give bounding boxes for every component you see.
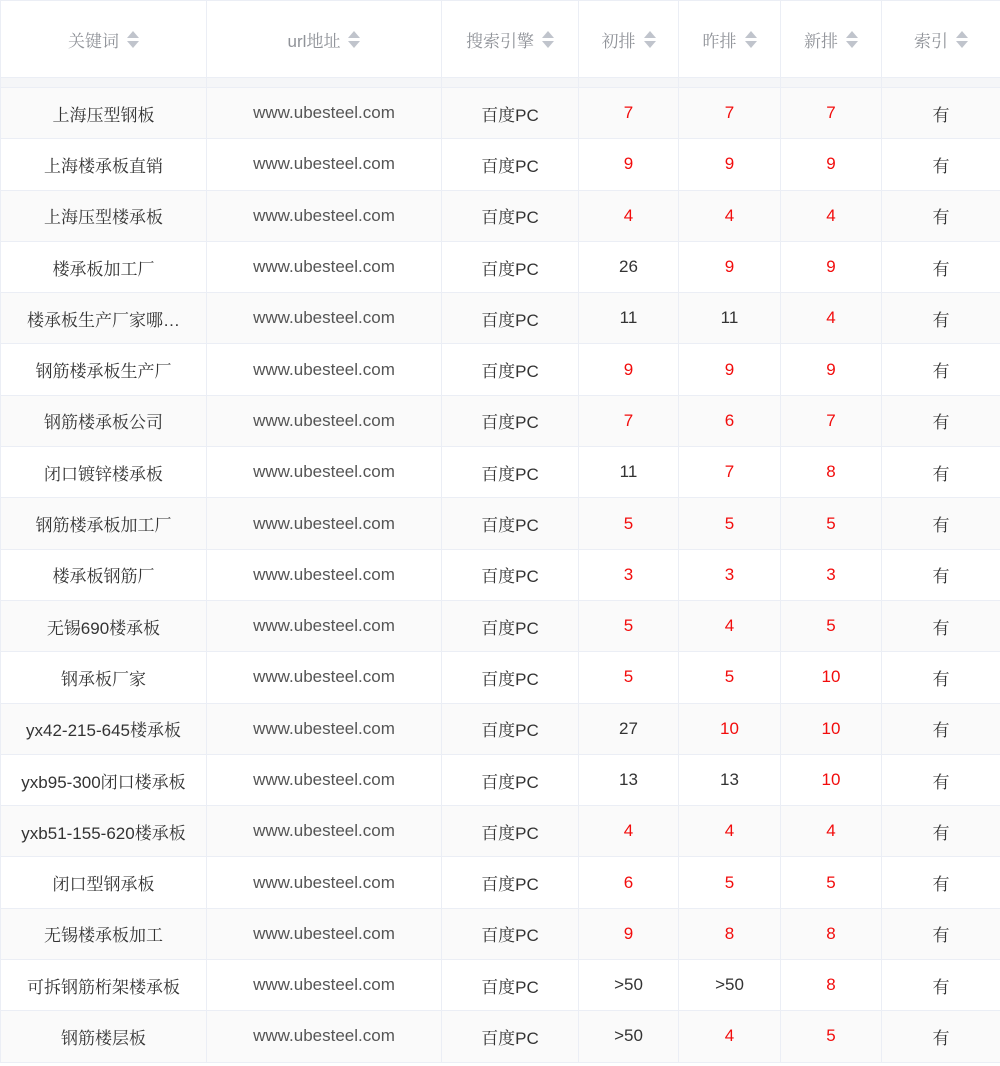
cell-yesterday-rank: 5	[679, 857, 781, 908]
cell-engine: 百度PC	[442, 549, 579, 600]
cell-keyword: 无锡690楼承板	[1, 600, 207, 651]
cell-initial-rank: 11	[579, 293, 679, 344]
sort-icon[interactable]	[745, 31, 757, 48]
cell-url: www.ubesteel.com	[207, 600, 442, 651]
cell-engine: 百度PC	[442, 498, 579, 549]
cell-yesterday-rank: 3	[679, 549, 781, 600]
cell-new-rank: 5	[781, 857, 882, 908]
cell-index: 有	[882, 293, 1000, 344]
cell-url: www.ubesteel.com	[207, 139, 442, 190]
cell-new-rank: 8	[781, 908, 882, 959]
table-row[interactable]	[1, 754, 1000, 805]
cell-index: 有	[882, 703, 1000, 754]
cell-new-rank: 4	[781, 293, 882, 344]
cell-url: www.ubesteel.com	[207, 190, 442, 241]
cell-initial-rank: >50	[579, 1011, 679, 1062]
cell-new-rank: 10	[781, 652, 882, 703]
cell-engine: 百度PC	[442, 754, 579, 805]
table-row[interactable]	[1, 600, 1000, 651]
table-row[interactable]	[1, 293, 1000, 344]
cell-keyword: 钢筋楼承板生产厂	[1, 344, 207, 395]
cell-initial-rank: 5	[579, 498, 679, 549]
cell-index: 有	[882, 1011, 1000, 1062]
table-row[interactable]	[1, 498, 1000, 549]
cell-url: www.ubesteel.com	[207, 857, 442, 908]
column-header-engine[interactable]	[442, 1, 579, 78]
cell-keyword: yxb95-300闭口楼承板	[1, 754, 207, 805]
cell-index: 有	[882, 600, 1000, 651]
cell-engine: 百度PC	[442, 960, 579, 1011]
cell-index: 有	[882, 549, 1000, 600]
cell-index: 有	[882, 806, 1000, 857]
cell-engine: 百度PC	[442, 293, 579, 344]
cell-engine: 百度PC	[442, 857, 579, 908]
cell-engine: 百度PC	[442, 88, 579, 139]
cell-initial-rank: 7	[579, 395, 679, 446]
table-row[interactable]	[1, 908, 1000, 959]
cell-keyword: 楼承板加工厂	[1, 241, 207, 292]
cell-index: 有	[882, 88, 1000, 139]
sort-icon[interactable]	[846, 31, 858, 48]
table-row[interactable]	[1, 241, 1000, 292]
cell-initial-rank: 4	[579, 190, 679, 241]
cell-url: www.ubesteel.com	[207, 908, 442, 959]
cell-index: 有	[882, 395, 1000, 446]
table-row[interactable]	[1, 1011, 1000, 1062]
cell-engine: 百度PC	[442, 600, 579, 651]
table-row[interactable]	[1, 447, 1000, 498]
table-row[interactable]	[1, 139, 1000, 190]
cell-keyword: 无锡楼承板加工	[1, 908, 207, 959]
cell-keyword: 钢承板厂家	[1, 652, 207, 703]
cell-engine: 百度PC	[442, 395, 579, 446]
table-row[interactable]	[1, 395, 1000, 446]
cell-keyword: 楼承板生产厂家哪…	[1, 293, 207, 344]
cell-index: 有	[882, 960, 1000, 1011]
cell-new-rank: 7	[781, 395, 882, 446]
table-header	[1, 1, 1000, 78]
cell-initial-rank: 3	[579, 549, 679, 600]
cell-engine: 百度PC	[442, 447, 579, 498]
column-header-index[interactable]	[882, 1, 1000, 78]
cell-yesterday-rank: 9	[679, 344, 781, 395]
cell-keyword: 上海压型楼承板	[1, 190, 207, 241]
cell-yesterday-rank: 4	[679, 806, 781, 857]
cell-url: www.ubesteel.com	[207, 652, 442, 703]
cell-url: www.ubesteel.com	[207, 1011, 442, 1062]
cell-keyword: 钢筋楼承板加工厂	[1, 498, 207, 549]
cell-yesterday-rank: 5	[679, 498, 781, 549]
cell-url: www.ubesteel.com	[207, 549, 442, 600]
cell-initial-rank: 13	[579, 754, 679, 805]
cell-url: www.ubesteel.com	[207, 88, 442, 139]
cell-url: www.ubesteel.com	[207, 703, 442, 754]
column-header-label: 搜索引擎	[466, 31, 534, 51]
cell-keyword: 闭口型钢承板	[1, 857, 207, 908]
cell-index: 有	[882, 908, 1000, 959]
table-row[interactable]	[1, 857, 1000, 908]
cell-yesterday-rank: 4	[679, 190, 781, 241]
cell-url: www.ubesteel.com	[207, 447, 442, 498]
cell-new-rank: 4	[781, 190, 882, 241]
cell-index: 有	[882, 498, 1000, 549]
cell-index: 有	[882, 447, 1000, 498]
cell-initial-rank: 6	[579, 857, 679, 908]
cell-new-rank: 3	[781, 549, 882, 600]
cell-initial-rank: 5	[579, 652, 679, 703]
header-gap	[1, 78, 1000, 88]
cell-index: 有	[882, 857, 1000, 908]
cell-keyword: 上海压型钢板	[1, 88, 207, 139]
cell-keyword: yx42-215-645楼承板	[1, 703, 207, 754]
cell-engine: 百度PC	[442, 1011, 579, 1062]
cell-engine: 百度PC	[442, 344, 579, 395]
table-row[interactable]	[1, 344, 1000, 395]
sort-icon[interactable]	[956, 31, 968, 48]
cell-yesterday-rank: >50	[679, 960, 781, 1011]
cell-yesterday-rank: 6	[679, 395, 781, 446]
cell-initial-rank: 11	[579, 447, 679, 498]
table-row[interactable]	[1, 190, 1000, 241]
cell-engine: 百度PC	[442, 241, 579, 292]
cell-engine: 百度PC	[442, 806, 579, 857]
cell-yesterday-rank: 8	[679, 908, 781, 959]
cell-initial-rank: 26	[579, 241, 679, 292]
table-row[interactable]	[1, 549, 1000, 600]
cell-url: www.ubesteel.com	[207, 344, 442, 395]
cell-url: www.ubesteel.com	[207, 293, 442, 344]
cell-yesterday-rank: 9	[679, 241, 781, 292]
cell-yesterday-rank: 4	[679, 1011, 781, 1062]
cell-initial-rank: 5	[579, 600, 679, 651]
cell-new-rank: 10	[781, 754, 882, 805]
cell-new-rank: 8	[781, 447, 882, 498]
cell-index: 有	[882, 241, 1000, 292]
cell-url: www.ubesteel.com	[207, 395, 442, 446]
cell-engine: 百度PC	[442, 139, 579, 190]
cell-new-rank: 9	[781, 139, 882, 190]
column-header-keyword[interactable]	[1, 1, 207, 78]
cell-keyword: 上海楼承板直销	[1, 139, 207, 190]
cell-initial-rank: >50	[579, 960, 679, 1011]
column-header-initial-rank[interactable]	[579, 1, 679, 78]
cell-engine: 百度PC	[442, 703, 579, 754]
cell-yesterday-rank: 7	[679, 447, 781, 498]
cell-keyword: 闭口镀锌楼承板	[1, 447, 207, 498]
cell-new-rank: 5	[781, 498, 882, 549]
cell-new-rank: 5	[781, 600, 882, 651]
header-row	[1, 1, 1000, 78]
cell-initial-rank: 9	[579, 908, 679, 959]
column-header-label: 关键词	[68, 31, 119, 51]
cell-engine: 百度PC	[442, 908, 579, 959]
column-header-label: url地址	[287, 31, 341, 51]
cell-initial-rank: 4	[579, 806, 679, 857]
cell-engine: 百度PC	[442, 190, 579, 241]
column-header-label: 初排	[601, 31, 636, 51]
cell-url: www.ubesteel.com	[207, 241, 442, 292]
table-row[interactable]	[1, 652, 1000, 703]
sort-icon[interactable]	[542, 31, 554, 48]
column-header-new-rank[interactable]	[781, 1, 882, 78]
cell-url: www.ubesteel.com	[207, 960, 442, 1011]
cell-yesterday-rank: 4	[679, 600, 781, 651]
cell-keyword: 楼承板钢筋厂	[1, 549, 207, 600]
cell-keyword: 钢筋楼层板	[1, 1011, 207, 1062]
cell-url: www.ubesteel.com	[207, 754, 442, 805]
cell-keyword: 钢筋楼承板公司	[1, 395, 207, 446]
cell-index: 有	[882, 344, 1000, 395]
cell-url: www.ubesteel.com	[207, 498, 442, 549]
cell-index: 有	[882, 652, 1000, 703]
table-row[interactable]	[1, 88, 1000, 139]
cell-index: 有	[882, 754, 1000, 805]
sort-icon[interactable]	[127, 31, 139, 48]
cell-new-rank: 7	[781, 88, 882, 139]
table-row[interactable]	[1, 960, 1000, 1011]
table-row[interactable]	[1, 703, 1000, 754]
cell-keyword: 可拆钢筋桁架楼承板	[1, 960, 207, 1011]
cell-yesterday-rank: 10	[679, 703, 781, 754]
cell-new-rank: 5	[781, 1011, 882, 1062]
cell-url: www.ubesteel.com	[207, 806, 442, 857]
column-header-label: 索引	[914, 31, 948, 51]
cell-index: 有	[882, 139, 1000, 190]
cell-yesterday-rank: 11	[679, 293, 781, 344]
cell-yesterday-rank: 13	[679, 754, 781, 805]
cell-yesterday-rank: 7	[679, 88, 781, 139]
cell-new-rank: 4	[781, 806, 882, 857]
cell-new-rank: 8	[781, 960, 882, 1011]
table-body	[1, 78, 1000, 1063]
sort-icon[interactable]	[644, 31, 656, 48]
cell-engine: 百度PC	[442, 652, 579, 703]
column-header-label: 昨排	[702, 31, 737, 51]
cell-new-rank: 9	[781, 241, 882, 292]
column-header-yesterday-rank[interactable]	[679, 1, 781, 78]
cell-keyword: yxb51-155-620楼承板	[1, 806, 207, 857]
cell-index: 有	[882, 190, 1000, 241]
column-header-url[interactable]	[207, 1, 442, 78]
cell-initial-rank: 27	[579, 703, 679, 754]
cell-initial-rank: 9	[579, 344, 679, 395]
table-row[interactable]	[1, 806, 1000, 857]
cell-yesterday-rank: 5	[679, 652, 781, 703]
column-header-label: 新排	[804, 31, 838, 51]
cell-yesterday-rank: 9	[679, 139, 781, 190]
sort-icon[interactable]	[348, 31, 360, 48]
cell-initial-rank: 9	[579, 139, 679, 190]
cell-new-rank: 9	[781, 344, 882, 395]
cell-new-rank: 10	[781, 703, 882, 754]
cell-initial-rank: 7	[579, 88, 679, 139]
